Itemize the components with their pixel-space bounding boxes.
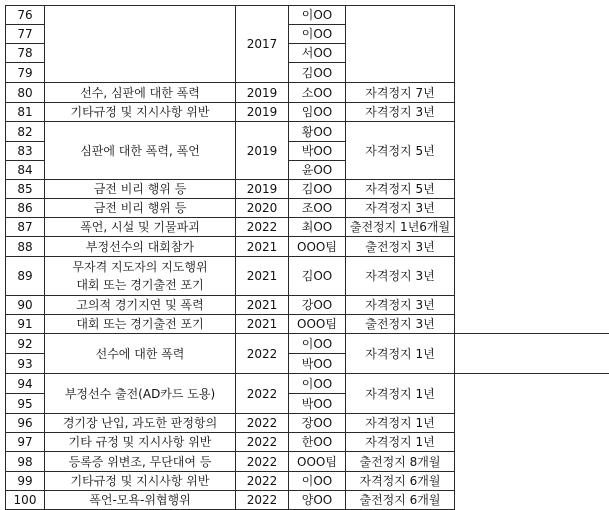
- table-row: [6, 315, 609, 334]
- blank-cell: [455, 296, 609, 315]
- sanction-cell: 출전정지 3년: [346, 237, 455, 257]
- violation-description-cell: 심판에 대한 폭력, 폭언: [45, 122, 236, 180]
- sanction-cell: 자격정지 5년: [346, 122, 455, 180]
- sanction-cell: 자격정지 1년: [346, 334, 455, 374]
- row-number-cell: 97: [6, 433, 45, 452]
- table-row: [6, 122, 609, 142]
- violation-description-cell: 등록증 위변조, 무단대여 등: [45, 452, 236, 472]
- table-row: [6, 218, 609, 237]
- table-row: [6, 334, 609, 354]
- row-number-cell: 100: [6, 491, 45, 510]
- blank-cell: [455, 452, 609, 472]
- year-cell: 2021: [236, 257, 289, 296]
- blank-cell: [455, 180, 609, 199]
- table-row: [6, 180, 609, 199]
- year-cell: 2022: [236, 414, 289, 433]
- row-number-cell: 98: [6, 452, 45, 472]
- violation-description-cell: 금전 비리 행위 등: [45, 180, 236, 199]
- year-cell: 2022: [236, 433, 289, 452]
- person-name-cell: 한OO: [289, 433, 346, 452]
- year-cell: 2019: [236, 83, 289, 103]
- person-name-cell: 박OO: [289, 142, 346, 161]
- year-cell: 2022: [236, 334, 289, 374]
- violation-description-cell: 폭언-모욕-위협행위: [45, 491, 236, 510]
- person-name-cell: 황OO: [289, 122, 346, 142]
- violation-description-cell: [45, 6, 236, 83]
- row-number-cell: 79: [6, 63, 45, 83]
- sanction-cell: 자격정지 7년: [346, 83, 455, 103]
- table-row: [6, 257, 609, 296]
- table-row: [6, 83, 609, 103]
- row-number-cell: 87: [6, 218, 45, 237]
- person-name-cell: OOO팀: [289, 452, 346, 472]
- row-number-cell: 92: [6, 334, 45, 354]
- blank-cell: [455, 6, 609, 83]
- table-row: [6, 414, 609, 433]
- person-name-cell: 이OO: [289, 334, 346, 354]
- blank-cell: [455, 315, 609, 334]
- person-name-cell: 김OO: [289, 257, 346, 296]
- person-name-cell: 서OO: [289, 44, 346, 63]
- row-number-cell: 84: [6, 161, 45, 180]
- sanction-cell: 자격정지 1년: [346, 433, 455, 452]
- sanction-cell: 자격정지 3년: [346, 103, 455, 122]
- row-number-cell: 90: [6, 296, 45, 315]
- person-name-cell: 김OO: [289, 180, 346, 199]
- row-number-cell: 82: [6, 122, 45, 142]
- sanction-cell: 출전정지 1년6개월: [346, 218, 455, 237]
- year-cell: 2019: [236, 180, 289, 199]
- year-cell: 2017: [236, 6, 289, 83]
- person-name-cell: 이OO: [289, 472, 346, 491]
- year-cell: 2020: [236, 199, 289, 218]
- sanction-cell: 자격정지 3년: [346, 199, 455, 218]
- blank-cell: [455, 218, 609, 237]
- violation-description-cell: 부정선수 출전(AD카드 도용): [45, 374, 236, 414]
- person-name-cell: 윤OO: [289, 161, 346, 180]
- row-number-cell: 93: [6, 354, 45, 374]
- sanction-cell: 출전정지 6개월: [346, 491, 455, 510]
- table-row: [6, 103, 609, 122]
- row-number-cell: 99: [6, 472, 45, 491]
- person-name-cell: 김OO: [289, 63, 346, 83]
- sanction-cell: 출전정지 3년: [346, 315, 455, 334]
- row-number-cell: 80: [6, 83, 45, 103]
- table-row: [6, 433, 609, 452]
- person-name-cell: 소OO: [289, 83, 346, 103]
- blank-cell: [455, 334, 609, 374]
- person-name-cell: 조OO: [289, 199, 346, 218]
- person-name-cell: 장OO: [289, 414, 346, 433]
- person-name-cell: 박OO: [289, 394, 346, 414]
- person-name-cell: 이OO: [289, 6, 346, 25]
- sanction-cell: 자격정지 1년: [346, 374, 455, 414]
- year-cell: 2022: [236, 218, 289, 237]
- blank-cell: [455, 103, 609, 122]
- year-cell: 2022: [236, 491, 289, 510]
- blank-cell: [455, 257, 609, 296]
- row-number-cell: 83: [6, 142, 45, 161]
- person-name-cell: OOO팀: [289, 315, 346, 334]
- person-name-cell: 박OO: [289, 354, 346, 374]
- blank-cell: [455, 433, 609, 452]
- row-number-cell: 94: [6, 374, 45, 394]
- row-number-cell: 78: [6, 44, 45, 63]
- table-row: [6, 296, 609, 315]
- row-number-cell: 96: [6, 414, 45, 433]
- violation-description-cell: 대회 또는 경기출전 포기: [45, 315, 236, 334]
- year-cell: 2022: [236, 452, 289, 472]
- violation-description-cell: 무자격 지도자의 지도행위 대회 또는 경기출전 포기: [45, 257, 236, 296]
- year-cell: 2019: [236, 122, 289, 180]
- violation-description-cell: 기타규정 및 지시사항 위반: [45, 472, 236, 491]
- violation-description-cell: 기타 규정 및 지시사항 위반: [45, 433, 236, 452]
- year-cell: 2019: [236, 103, 289, 122]
- violation-description-cell: 기타규정 및 지시사항 위반: [45, 103, 236, 122]
- blank-cell: [455, 122, 609, 180]
- person-name-cell: 강OO: [289, 296, 346, 315]
- row-number-cell: 88: [6, 237, 45, 257]
- person-name-cell: 이OO: [289, 374, 346, 394]
- violation-description-cell: 폭언, 시설 및 기물파괴: [45, 218, 236, 237]
- sanction-cell: 자격정지 1년: [346, 414, 455, 433]
- blank-cell: [455, 414, 609, 433]
- row-number-cell: 76: [6, 6, 45, 25]
- row-number-cell: 85: [6, 180, 45, 199]
- row-number-cell: 89: [6, 257, 45, 296]
- table-row: [6, 452, 609, 472]
- year-cell: 2022: [236, 472, 289, 491]
- sanction-cell: [346, 6, 455, 83]
- table-row: [6, 472, 609, 491]
- row-number-cell: 95: [6, 394, 45, 414]
- year-cell: 2021: [236, 296, 289, 315]
- table-row: [6, 6, 609, 25]
- table-row: [6, 374, 609, 394]
- person-name-cell: 양OO: [289, 491, 346, 510]
- table-row: [6, 491, 609, 510]
- blank-cell: [455, 237, 609, 257]
- sanction-cell: 자격정지 6개월: [346, 472, 455, 491]
- table-row: [6, 237, 609, 257]
- sanction-cell: 자격정지 3년: [346, 296, 455, 315]
- person-name-cell: 임OO: [289, 103, 346, 122]
- row-number-cell: 91: [6, 315, 45, 334]
- row-number-cell: 86: [6, 199, 45, 218]
- year-cell: 2021: [236, 315, 289, 334]
- violation-description-cell: 고의적 경기지연 및 폭력: [45, 296, 236, 315]
- blank-cell: [455, 472, 609, 491]
- violation-description-cell: 선수, 심판에 대한 폭력: [45, 83, 236, 103]
- blank-cell: [455, 374, 609, 414]
- sanction-cell: 자격정지 3년: [346, 257, 455, 296]
- person-name-cell: 최OO: [289, 218, 346, 237]
- blank-cell: [455, 83, 609, 103]
- blank-cell: [455, 491, 609, 510]
- violation-description-cell: 금전 비리 행위 등: [45, 199, 236, 218]
- person-name-cell: 이OO: [289, 25, 346, 44]
- year-cell: 2022: [236, 374, 289, 414]
- violation-description-cell: 선수에 대한 폭력: [45, 334, 236, 374]
- row-number-cell: 77: [6, 25, 45, 44]
- year-cell: 2021: [236, 237, 289, 257]
- sanction-cell: 자격정지 5년: [346, 180, 455, 199]
- violation-description-cell: 부정선수의 대회참가: [45, 237, 236, 257]
- violation-description-cell: 경기장 난입, 과도한 판정항의: [45, 414, 236, 433]
- discipline-records-table: [5, 5, 609, 510]
- person-name-cell: OOO팀: [289, 237, 346, 257]
- table-row: [6, 199, 609, 218]
- row-number-cell: 81: [6, 103, 45, 122]
- sanction-cell: 출전정지 8개월: [346, 452, 455, 472]
- blank-cell: [455, 199, 609, 218]
